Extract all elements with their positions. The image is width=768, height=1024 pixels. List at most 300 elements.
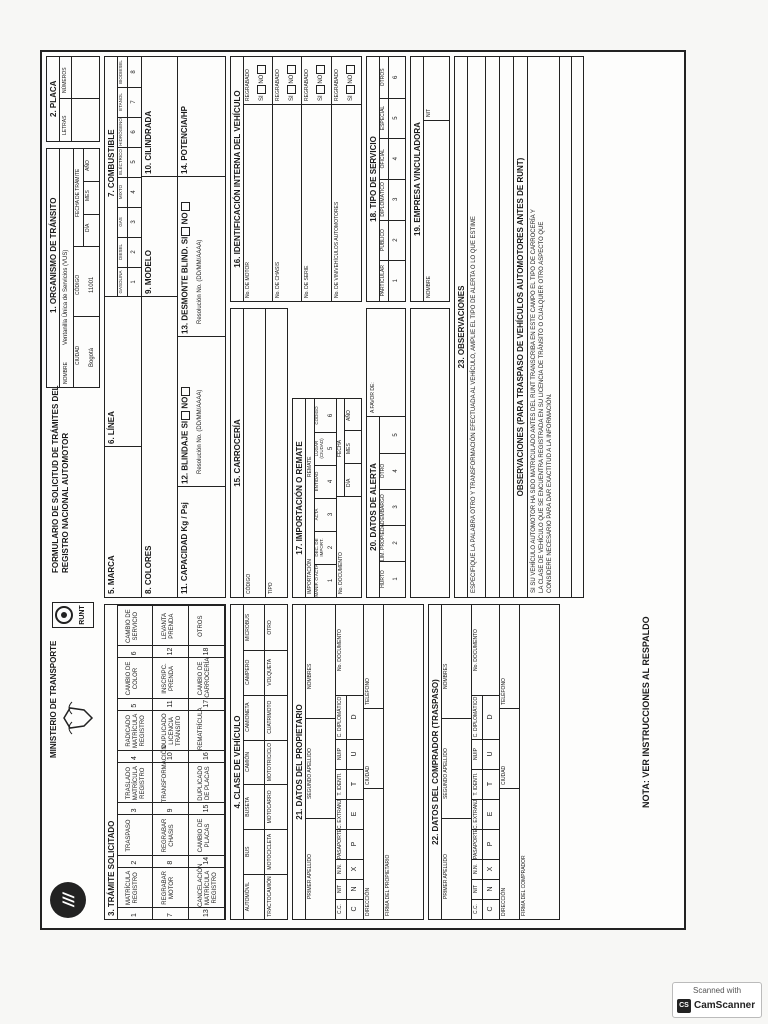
- divider: [153, 907, 189, 908]
- tramite-option-11[interactable]: [153, 657, 189, 709]
- clase-option-otro[interactable]: [265, 605, 287, 650]
- importacion-option-3[interactable]: [314, 498, 336, 531]
- divider: [346, 899, 347, 919]
- clase-option-campero[interactable]: [243, 650, 265, 695]
- tramite-number: 2: [131, 860, 138, 865]
- divider: [482, 799, 483, 829]
- blindaje-resolucion: Resolución No. (DD/MM/AAAA): [197, 389, 203, 474]
- tramite-label: CAMBIO DE COLOR: [126, 661, 139, 696]
- regrabado-no-checkbox[interactable]: [287, 65, 296, 74]
- empresa-title: 19. EMPRESA VINCULADORA: [413, 122, 422, 236]
- divider: [388, 138, 389, 179]
- tramite-option-7[interactable]: [153, 867, 189, 919]
- alerta-label: LIM. PROPIEDAD: [380, 520, 386, 561]
- divider: [346, 829, 347, 859]
- clase-option-bus[interactable]: [243, 829, 265, 874]
- alerta-grid: [379, 417, 405, 597]
- doc-type-label: No. DOCUMENTO: [473, 629, 479, 671]
- svg-text:///: ///: [61, 893, 78, 907]
- clase-option-motocarro[interactable]: [265, 784, 287, 829]
- combustible-grid: [117, 57, 141, 297]
- comprador-doc-option-7[interactable]: [471, 739, 499, 769]
- doc-type-letter: T: [487, 781, 494, 787]
- alerta-label: OTRO: [380, 463, 386, 479]
- ident-row: [273, 57, 303, 301]
- comprador-doc-option-3[interactable]: [471, 859, 499, 879]
- tramite-label: LEVANTA PRENDA: [162, 612, 175, 640]
- divider: [127, 267, 128, 297]
- divider: [189, 645, 225, 646]
- organismo-ciudad-value[interactable]: Bogotá: [89, 347, 95, 367]
- regrabado-si-no[interactable]: SI NO: [257, 65, 266, 101]
- combustible-number: 2: [131, 250, 137, 254]
- clase-option-camioneta[interactable]: [243, 695, 265, 740]
- vehicle-data-section: [104, 56, 226, 598]
- tramite-label: INSCRIPC. PRENDA: [162, 663, 175, 694]
- comprador-firma-label: FIRMA DEL COMPRADOR: [521, 855, 527, 916]
- combustible-option-1[interactable]: [117, 267, 141, 297]
- carroceria-title: 15. CARROCERÍA: [233, 419, 242, 487]
- divider: [388, 220, 389, 261]
- doc-type-letter: T: [351, 781, 358, 787]
- combustible-number: 1: [131, 280, 137, 284]
- doc-type-label: NIT: [337, 884, 343, 894]
- placa-section: 2. PLACA LETRAS NÚMEROS: [46, 56, 100, 142]
- doc-type-label: C. EXTRANJ.: [473, 798, 479, 829]
- comprador-doc-option-1[interactable]: [471, 899, 499, 919]
- doc-type-label: T. IDENTI.: [473, 772, 479, 796]
- divider: [127, 117, 128, 147]
- desmonte-si-checkbox[interactable]: [181, 227, 190, 236]
- alerta-number: 4: [393, 469, 399, 473]
- runt-logo: RUNT: [52, 602, 94, 628]
- ident-label: No. DE MOTOR: [245, 261, 251, 298]
- tramite-option-17[interactable]: [189, 657, 225, 709]
- doc-type-label: T. IDENTI.: [337, 772, 343, 796]
- divider: [127, 87, 128, 117]
- blindaje-si-checkbox[interactable]: [181, 411, 190, 420]
- identificacion-grid: [243, 57, 361, 301]
- alerta-number: 2: [393, 541, 399, 545]
- importacion-number: 6: [328, 413, 334, 418]
- servicio-option-diplomático[interactable]: [379, 179, 405, 220]
- doc-type-letter: X: [487, 866, 494, 872]
- servicio-label: ESPECIAL: [380, 105, 386, 131]
- clase-label: CAMPERO: [245, 659, 251, 685]
- potencia-label: 14. POTENCIA/HP: [180, 105, 189, 174]
- divider: [189, 698, 225, 699]
- tramite-option-10[interactable]: [153, 710, 189, 762]
- tramite-option-8[interactable]: [153, 814, 189, 866]
- alerta-option-4[interactable]: [379, 453, 405, 489]
- clase-label: AUTOMÓVIL: [245, 881, 251, 912]
- clase-label: BUSETA: [245, 797, 251, 817]
- regrabado-si-no[interactable]: SI NO: [316, 65, 325, 101]
- ident-label: No. DE VIN/VEHÍCULOS AUTOMOTORES: [333, 201, 340, 298]
- tramite-label: TRASLADO MATRÍCULA REGISTRO: [126, 766, 146, 801]
- clase-label: BUS: [245, 846, 251, 857]
- tramite-number: 10: [167, 752, 174, 760]
- tramite-label: CAMBIO DE SERVICIO: [126, 609, 139, 644]
- propietario-doc-option-7[interactable]: [335, 739, 363, 769]
- propietario-doc-option-2[interactable]: [335, 879, 363, 899]
- importacion-option-5[interactable]: [314, 432, 336, 465]
- servicio-number: 3: [393, 197, 399, 202]
- doc-type-label: C.C.: [337, 904, 343, 914]
- combustible-label: ETANOL: [118, 93, 123, 111]
- camscanner-brand: CamScanner: [694, 1000, 756, 1011]
- importacion-option-6[interactable]: [314, 399, 336, 432]
- divider: [388, 57, 389, 98]
- doc-type-label: C. DIPLOMÁTICO: [337, 696, 343, 738]
- doc-type-label: C. EXTRANJ.: [337, 798, 343, 829]
- divider: [127, 237, 128, 267]
- camscanner-logo-icon: CS: [677, 999, 691, 1013]
- combustible-option-8[interactable]: [117, 57, 141, 87]
- importacion-option-2[interactable]: [314, 531, 336, 564]
- comprador-doc-option-6[interactable]: [471, 769, 499, 799]
- tramite-number: 15: [203, 804, 210, 813]
- divider: [127, 147, 128, 177]
- comprador-section: 22. DATOS DEL COMPRADOR (TRASPASO) PRIMER APELLIDO SEGUNDO APELLIDO NOMBRES C.C. C NIT N N.N. X PASAPORTE P C. EXTRANJ. E T. IDENTI. T NUIP U C. DIPLOMÁTICO D No. DOCUMENTO DIRECCIÓN CIUDAD TELÉFONO FIRMA DEL COMPRADOR: [428, 604, 560, 920]
- importacion-option-4[interactable]: [314, 465, 336, 498]
- ident-row: [302, 57, 332, 301]
- importacion-title: 17. IMPORTACIÓN O REMATE: [295, 441, 304, 555]
- organismo-nombre-value[interactable]: Ventanilla Única de Servicios (VUS): [63, 249, 69, 345]
- divider: [346, 879, 347, 899]
- blindaje-no-checkbox[interactable]: [181, 387, 190, 396]
- regrabado-no-checkbox[interactable]: [257, 65, 266, 74]
- tramite-option-4[interactable]: [117, 710, 153, 762]
- tramite-option-1[interactable]: [117, 867, 153, 919]
- clase-title: 4. CLASE DE VEHÍCULO: [233, 715, 242, 809]
- doc-type-label: NUIP: [337, 748, 343, 760]
- divider: [388, 260, 389, 301]
- empresa-section: 19. EMPRESA VINCULADORA NOMBRE NIT: [410, 56, 450, 302]
- doc-type-letter: E: [351, 811, 358, 817]
- combustible-label: 7. COMBUSTIBLE: [107, 129, 116, 197]
- combustible-number: 8: [131, 70, 137, 74]
- coat-of-arms-icon: [62, 698, 96, 738]
- blank-area: [410, 308, 450, 598]
- combustible-label: MIXTO: [118, 184, 123, 200]
- ident-label: No. DE CHASIS: [274, 261, 281, 298]
- tramite-number: 8: [167, 860, 174, 865]
- tramite-option-5[interactable]: [117, 657, 153, 709]
- divider: [332, 104, 362, 105]
- servicio-number: 5: [393, 116, 399, 120]
- servicio-option-público[interactable]: [379, 220, 405, 261]
- divider: [117, 698, 153, 699]
- identificacion-title: 16. IDENTIFICACIÓN INTERNA DEL VEHÍCULO: [233, 90, 242, 268]
- doc-type-label: N.N.: [473, 864, 479, 874]
- placa-title: 2. PLACA: [49, 80, 58, 117]
- desmonte-no-checkbox[interactable]: [181, 202, 190, 211]
- observaciones-section: 23. OBSERVACIONES ESPECIFIQUE LA PALABRA OTRO Y TRANSFORMACIÓN EFECTUADA AL VEHÍCULO, AMPLIE EL TIPO DE ALERTA O LO QUE ESTIME OBSERVACIONES (PARA TRASPASO DE VEHÍCULOS AUTOMOTORES ANTES DE RUNT) SI SU VEHÍCULO AUTOMOTOR HA SIDO MATRICULADO ANTES DEL RUNT TRANSCRIBA EN ESTE CAMPO EL TIPO DE CARROCERÍA Y LA CLASE DE VEHÍCULO QUE SE ENCUENTRA REGISTRADA EN SU LICENCIA DE TRÁNSITO O CUALQUIER OTRO ASPECTO QUE CONSIDERE NECESARIO PARA DAR EXACTITUD A LA INFORMACIÓN.: [454, 56, 584, 598]
- tramite-label: CAMBIO DE CARROCERÍA: [198, 657, 211, 698]
- combustible-option-3[interactable]: [117, 207, 141, 237]
- importacion-number: 2: [328, 545, 334, 550]
- clase-grid: [243, 605, 287, 919]
- ident-row: [243, 57, 273, 301]
- divider: [482, 879, 483, 899]
- regrabado-si-checkbox[interactable]: [287, 85, 296, 94]
- combustible-number: 3: [131, 220, 137, 224]
- importacion-label: LUGAR (CIUDAD): [314, 438, 324, 459]
- divider: [482, 695, 483, 739]
- divider: [346, 695, 347, 739]
- comprador-doc-option-4[interactable]: [471, 829, 499, 859]
- tramite-number: 6: [131, 651, 138, 656]
- combustible-label: GASOLINA: [118, 270, 123, 294]
- tramite-option-15[interactable]: [189, 762, 225, 814]
- tramite-option-18[interactable]: [189, 605, 225, 657]
- tramite-label: REGRABAR MOTOR: [162, 871, 175, 905]
- propietario-doc-option-4[interactable]: [335, 829, 363, 859]
- divider: [117, 907, 153, 908]
- tramite-number: 18: [203, 647, 210, 656]
- tramite-label: DUPLICADO DE PLACAS: [198, 765, 211, 801]
- servicio-section: [366, 56, 406, 302]
- regrabado-no-checkbox[interactable]: [346, 65, 355, 74]
- clase-label: MICROBUS: [245, 613, 251, 641]
- comprador-doc-option-2[interactable]: [471, 879, 499, 899]
- importacion-option-1[interactable]: [314, 564, 336, 597]
- regrabado-si-checkbox[interactable]: [257, 85, 266, 94]
- importacion-label: MANIF. O ACTA: [314, 564, 319, 597]
- alerta-option-3[interactable]: [379, 489, 405, 525]
- divider: [153, 855, 189, 856]
- combustible-number: 5: [131, 160, 137, 164]
- doc-type-letter: D: [351, 714, 358, 720]
- rotated-form-sheet: [40, 50, 686, 930]
- desmonte-resolucion: Resolución No. (DD/MM/AAAA): [197, 239, 203, 324]
- importacion-label: ACTA: [314, 508, 319, 521]
- organismo-codigo-value[interactable]: 11001: [89, 276, 95, 293]
- colores-label: 8. COLORES: [144, 545, 153, 594]
- combustible-option-5[interactable]: [117, 147, 141, 177]
- divider: [482, 739, 483, 769]
- importacion-grid: [314, 399, 336, 597]
- marca-label: 5. MARCA: [107, 555, 116, 594]
- clase-option-mototriciclo[interactable]: [265, 740, 287, 785]
- importacion-number: 1: [328, 578, 334, 583]
- doc-type-label: C.C.: [473, 904, 479, 914]
- tramite-option-2[interactable]: [117, 814, 153, 866]
- comprador-doc-option-9[interactable]: [471, 605, 499, 695]
- servicio-number: 4: [393, 157, 399, 161]
- importacion-number: 3: [328, 512, 334, 517]
- comprador-title: 22. DATOS DEL COMPRADOR (TRASPASO): [431, 679, 440, 845]
- clase-label: CUATRIMOTO: [267, 700, 273, 734]
- alerta-label: HURTO: [380, 570, 386, 588]
- ident-label: No. DE SERIE: [304, 265, 310, 298]
- tramite-option-14[interactable]: [189, 814, 225, 866]
- divider: [189, 802, 225, 803]
- tramite-number: 11: [167, 700, 174, 708]
- clase-option-camión[interactable]: [243, 740, 265, 785]
- doc-type-letter: N: [351, 886, 358, 892]
- combustible-label: ELÉCTRICO: [118, 149, 123, 175]
- divider: [117, 802, 153, 803]
- alerta-option-2[interactable]: [379, 520, 405, 561]
- combustible-label: HIDRÓGENO: [118, 118, 123, 146]
- divider: [346, 739, 347, 769]
- divider: [346, 769, 347, 799]
- doc-type-letter: C: [487, 906, 494, 912]
- clase-label: MOTOCARRO: [267, 790, 273, 824]
- regrabado-si-no[interactable]: SI NO: [287, 65, 296, 101]
- divider: [117, 645, 153, 646]
- clase-label: CAMIONETA: [245, 702, 251, 732]
- divider: [189, 750, 225, 751]
- alerta-option-5[interactable]: [379, 417, 405, 453]
- doc-type-letter: C: [351, 906, 358, 912]
- regrabado-si-checkbox[interactable]: [346, 85, 355, 94]
- doc-type-letter: U: [487, 751, 494, 757]
- doc-type-label: PASAPORTE: [473, 828, 479, 859]
- regrabado-si-no[interactable]: SI NO: [346, 65, 355, 101]
- divider: [127, 207, 128, 237]
- clase-option-automóvil[interactable]: [243, 874, 265, 919]
- clase-option-buseta[interactable]: [243, 784, 265, 829]
- cilindrada-label: 10. CILINDRADA: [144, 110, 153, 174]
- clase-option-tractocamión[interactable]: [265, 874, 287, 919]
- tramite-number: 1: [131, 913, 138, 917]
- divider: [346, 799, 347, 829]
- propietario-doc-option-6[interactable]: [335, 769, 363, 799]
- divider: [153, 750, 189, 751]
- propietario-doc-option-1[interactable]: [335, 899, 363, 919]
- tramite-option-6[interactable]: [117, 605, 153, 657]
- footer-note: NOTA: VER INSTRUCCIONES AL RESPALDO: [641, 616, 651, 808]
- comprador-doc-grid: [471, 605, 499, 919]
- clase-option-microbus[interactable]: [243, 605, 265, 650]
- combustible-label: DIESEL: [118, 244, 123, 261]
- importacion-number: 4: [328, 479, 334, 484]
- combustible-option-7[interactable]: [117, 87, 141, 117]
- servicio-number: 1: [393, 279, 399, 283]
- tramite-number: 17: [203, 699, 210, 708]
- propietario-title: 21. DATOS DEL PROPIETARIO: [295, 704, 304, 820]
- clase-option-cuatrimoto[interactable]: [265, 695, 287, 740]
- divider: [346, 859, 347, 879]
- tramite-label: OTROS: [198, 615, 204, 637]
- transit-logo-icon: [48, 880, 88, 920]
- divider: [153, 645, 189, 646]
- clase-label: VOLQUETA: [267, 658, 273, 686]
- runt-emblem-icon: [53, 603, 75, 627]
- propietario-doc-option-8[interactable]: [335, 695, 363, 739]
- tramite-number: 3: [131, 808, 138, 813]
- scanned-with-label: Scanned with: [693, 986, 742, 995]
- tramite-option-16[interactable]: [189, 707, 225, 762]
- doc-type-letter: E: [487, 811, 494, 817]
- servicio-option-otros[interactable]: [379, 57, 405, 98]
- divider: [388, 179, 389, 220]
- observaciones-instructions: ESPECIFIQUE LA PALABRA OTRO Y TRANSFORMACIÓN EFECTUADA AL VEHÍCULO, AMPLIE EL TIPO DE ALERTA O LO QUE ESTIME: [471, 216, 477, 593]
- carroceria-section: 15. CARROCERÍA CÓDIGO TIPO: [230, 308, 288, 598]
- alerta-option-1[interactable]: [379, 561, 405, 597]
- traspaso-title: OBSERVACIONES (PARA TRASPASO DE VEHÍCULOS AUTOMOTORES ANTES DE RUNT): [516, 157, 525, 497]
- doc-type-label: NIT: [473, 884, 479, 894]
- doc-type-letter: N: [487, 886, 494, 892]
- clase-option-volqueta[interactable]: [265, 650, 287, 695]
- servicio-option-especial[interactable]: [379, 98, 405, 139]
- doc-type-label: C. DIPLOMÁTICO: [473, 696, 479, 738]
- tramite-number: 14: [203, 856, 210, 865]
- importacion-number: 5: [328, 446, 334, 451]
- tramite-section: [104, 604, 226, 920]
- divider: [117, 855, 153, 856]
- comprador-doc-option-5[interactable]: [471, 799, 499, 829]
- divider: [302, 104, 332, 105]
- combustible-option-4[interactable]: [117, 177, 141, 207]
- desmonte-label: 13. DESMONTE BLIND. SI NO: [181, 202, 190, 334]
- doc-type-letter: P: [351, 841, 358, 847]
- alerta-title: 20. DATOS DE ALERTA: [369, 463, 378, 551]
- divider: [482, 899, 483, 919]
- alerta-number: 5: [393, 433, 399, 437]
- clase-label: MOTOTRICICLO: [267, 742, 273, 782]
- propietario-doc-option-3[interactable]: [335, 859, 363, 879]
- tramite-number: 16: [203, 752, 210, 760]
- clase-label: MOTOCICLETA: [267, 833, 273, 870]
- tramite-option-3[interactable]: [117, 762, 153, 814]
- servicio-label: OFICIAL: [380, 148, 386, 169]
- doc-type-letter: D: [487, 714, 494, 720]
- clase-option-motocicleta[interactable]: [265, 829, 287, 874]
- servicio-option-particular[interactable]: [379, 260, 405, 301]
- servicio-option-oficial[interactable]: [379, 138, 405, 179]
- doc-type-label: NUIP: [473, 748, 479, 760]
- combustible-number: 7: [131, 100, 137, 104]
- combustible-option-2[interactable]: [117, 237, 141, 267]
- linea-label: 6. LÍNEA: [107, 411, 116, 444]
- alerta-number: 3: [393, 505, 399, 509]
- tramite-option-12[interactable]: [153, 605, 189, 657]
- propietario-section: 21. DATOS DEL PROPIETARIO PRIMER APELLIDO SEGUNDO APELLIDO NOMBRES C.C. C NIT N N.N. X PASAPORTE P C. EXTRANJ. E T. IDENTI. T NUIP U C. DIPLOMÁTICO D No. DOCUMENTO DIRECCIÓN CIUDAD TELÉFONO FIRMA DEL PROPIETARIO: [292, 604, 424, 920]
- form-title-line-1: FORMULARIO DE SOLICITUD DE TRÁMITES DEL: [51, 385, 60, 573]
- tramite-option-13[interactable]: [189, 863, 225, 919]
- blindaje-label: 12. BLINDAJE SI NO: [181, 387, 190, 484]
- importacion-label: ENTIDAD: [314, 471, 319, 492]
- combustible-number: 6: [131, 130, 137, 134]
- clase-label: CAMIÓN: [245, 752, 251, 773]
- propietario-doc-option-5[interactable]: [335, 799, 363, 829]
- tramite-label: REGRABAR CHASIS: [162, 818, 175, 853]
- servicio-title: 18. TIPO DE SERVICIO: [369, 136, 378, 222]
- tramite-label: DUPLICADO LICENCIA TRÁNSITO: [162, 713, 182, 749]
- clase-label: TRACTOCAMIÓN: [267, 876, 273, 917]
- propietario-doc-option-9[interactable]: [335, 605, 363, 695]
- tramite-label: RADICADO MATRÍCULA REGISTRO: [126, 713, 146, 748]
- importacion-section: 17. IMPORTACIÓN O REMATE IMPORTACIÓN REMATE MANIF. O ACTA 1 DEC. DE IMPORT. 2 ACTA 3 ENTIDAD 4 LUGAR (CIUDAD) 5 CÓDIGO 6 No. DOCUMENTO FECHA DÍA MES AÑO: [292, 398, 362, 598]
- doc-type-letter: X: [351, 866, 358, 872]
- divider: [482, 769, 483, 799]
- doc-type-letter: P: [487, 841, 494, 847]
- organismo-title: 1. ORGANISMO DE TRÁNSITO: [49, 197, 58, 313]
- comprador-doc-option-8[interactable]: [471, 695, 499, 739]
- regrabado-no-checkbox[interactable]: [316, 65, 325, 74]
- divider: [127, 177, 128, 207]
- regrabado-si-checkbox[interactable]: [316, 85, 325, 94]
- combustible-option-6[interactable]: [117, 117, 141, 147]
- tramite-number: 4: [131, 756, 138, 760]
- regrabado-label: REGRABADO: [304, 69, 310, 101]
- clase-section: [230, 604, 288, 920]
- divider: [189, 907, 225, 908]
